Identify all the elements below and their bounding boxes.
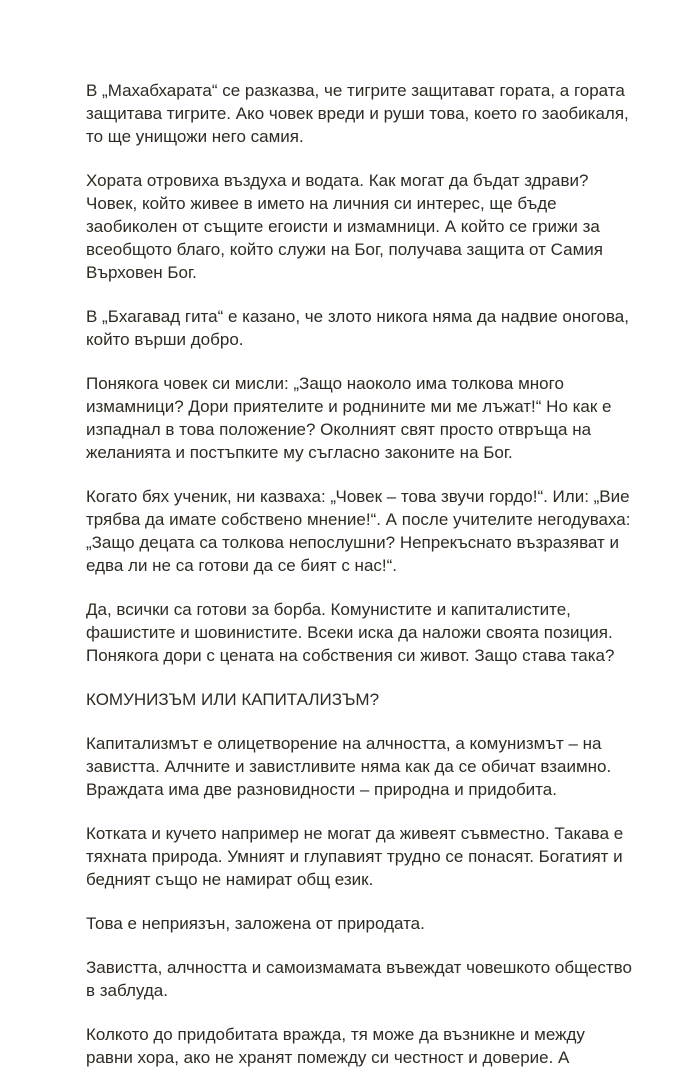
text-line: едва ли не са готови да се бият с нас!“. <box>86 556 398 575</box>
text-line: Хората отровиха въздуха и водата. Как могат да бъдат здрави? <box>86 171 589 190</box>
paragraph <box>86 1023 646 1069</box>
paragraph <box>86 79 646 148</box>
text-line: фашистите и шовинистите. Всеки иска да наложи своята позиция. <box>86 623 613 642</box>
paragraph <box>86 822 646 891</box>
text-line: защитава тигрите. Ако човек вреди и руши това, което го заобикаля, <box>86 104 629 123</box>
text-line: който върши добро. <box>86 330 244 349</box>
text-line: КОМУНИЗЪМ ИЛИ КАПИТАЛИЗЪМ? <box>86 690 380 709</box>
text-line: В „Бхагавад гита“ е казано, че злото никога няма да надвие оногова, <box>86 307 629 326</box>
paragraph <box>86 732 646 801</box>
text-line: Капитализмът е олицетворение на алчността, а комунизмът – на <box>86 734 602 753</box>
text-line: трябва да имате собствено мнение!“. А после учителите негодуваха: <box>86 510 631 529</box>
text-line: тяхната природа. Умният и глупавият трудно се понасят. Богатият и <box>86 847 623 866</box>
text-line: Върховен Бог. <box>86 263 197 282</box>
paragraph <box>86 305 646 351</box>
text-line: Това е неприязън, заложена от природата. <box>86 914 425 933</box>
paragraph <box>86 485 646 577</box>
text-line: Да, всички са готови за борба. Комунистите и капиталистите, <box>86 600 571 619</box>
paragraph <box>86 912 646 935</box>
section-heading <box>86 688 646 711</box>
text-line: Колкото до придобитата вражда, тя може да възникне и между <box>86 1025 585 1044</box>
paragraph <box>86 372 646 464</box>
text-line: Понякога човек си мисли: „Защо наоколо има толкова много <box>86 374 564 393</box>
paragraph <box>86 956 646 1002</box>
text-line: Враждата има две разновидности – природна и придобита. <box>86 780 557 799</box>
text-line: Понякога дори с цената на собствения си живот. Защо става така? <box>86 646 615 665</box>
text-line: бедният също не намират общ език. <box>86 870 374 889</box>
text-line: желанията и постъпките му съгласно законите на Бог. <box>86 443 513 462</box>
text-line: Човек, който живее в името на личния си интерес, ще бъде <box>86 194 557 213</box>
text-line: заобиколен от същите егоисти и измамници. А който се грижи за <box>86 217 600 236</box>
text-line: равни хора, ако не хранят помежду си честност и доверие. А <box>86 1048 570 1067</box>
text-line: изпаднал в това положение? Околният свят просто отвръща на <box>86 420 592 439</box>
text-line: в заблуда. <box>86 981 168 1000</box>
text-line: Котката и кучето например не могат да живеят съвместно. Такава е <box>86 824 624 843</box>
paragraph <box>86 598 646 667</box>
document-body <box>86 79 646 1090</box>
text-line: всеобщото благо, който служи на Бог, получава защита от Самия <box>86 240 603 259</box>
text-line: завистта. Алчните и завистливите няма как да се обичат взаимно. <box>86 757 612 776</box>
text-line: „Защо децата са толкова непослушни? Непрекъснато възразяват и <box>86 533 620 552</box>
text-line: измамници? Дори приятелите и роднините ми ме лъжат!“ Но как е <box>86 397 612 416</box>
text-line: то ще унищожи него самия. <box>86 127 304 146</box>
text-line: Завистта, алчността и самоизмамата въвеждат човешкото общество <box>86 958 632 977</box>
text-line: Когато бях ученик, ни казваха: „Човек – това звучи гордо!“. Или: „Вие <box>86 487 630 506</box>
text-line: В „Махабхарата“ се разказва, че тигрите защитават гората, а гората <box>86 81 625 100</box>
paragraph <box>86 169 646 284</box>
